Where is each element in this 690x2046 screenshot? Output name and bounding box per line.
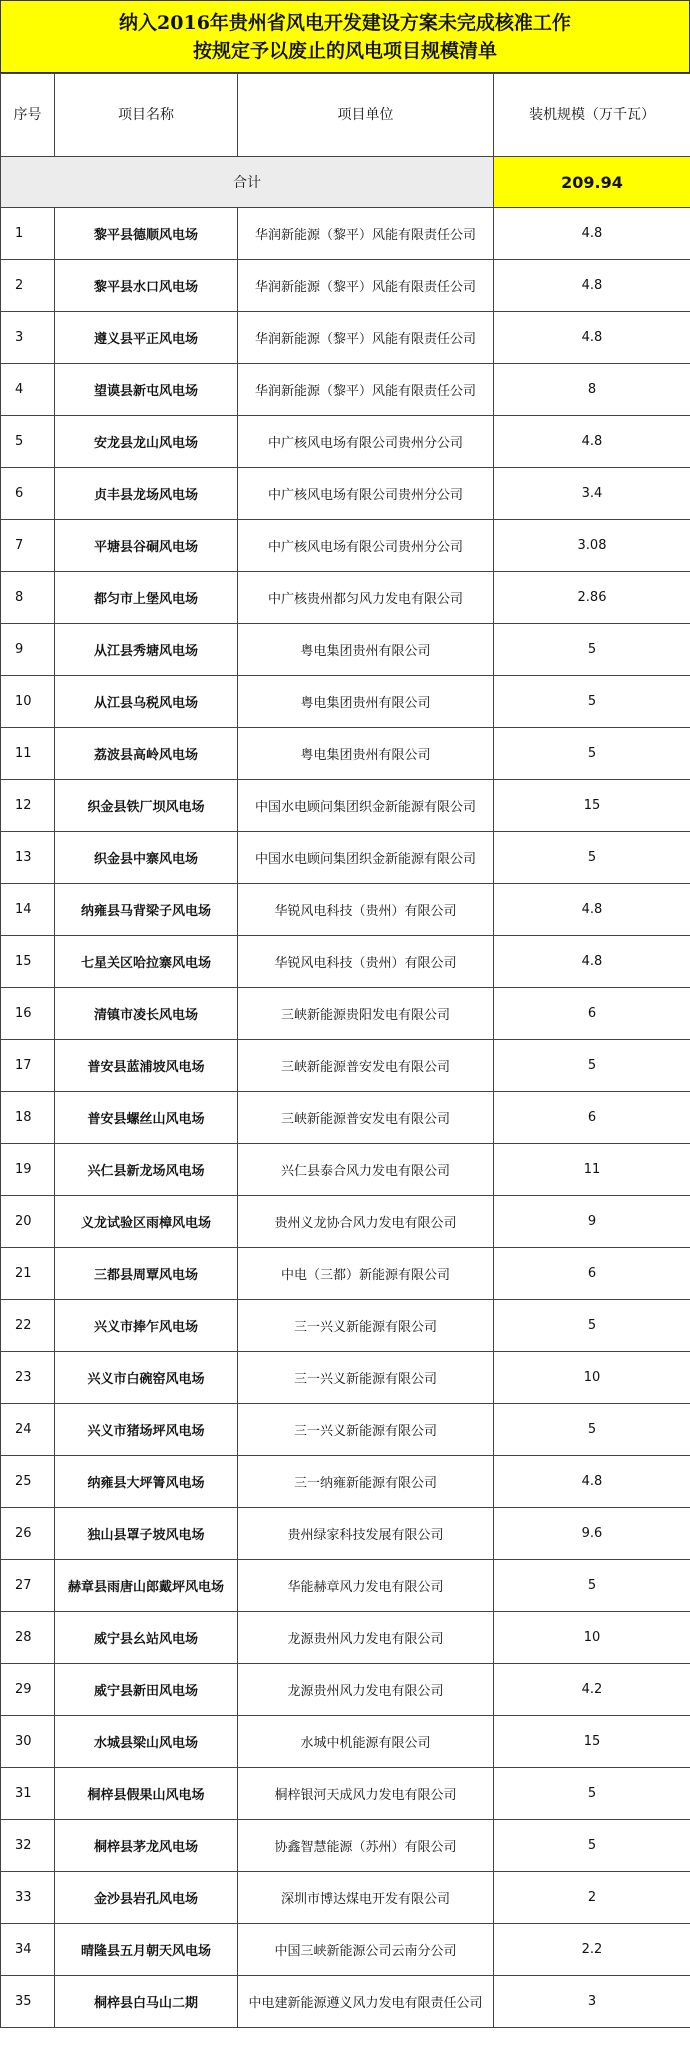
row-capacity: 4.8 [494, 208, 690, 260]
row-project-name: 从江县乌税风电场 [55, 676, 238, 728]
row-project-name: 织金县中寨风电场 [55, 832, 238, 884]
row-project-name: 赫章县雨唐山郎戴坪风电场 [55, 1560, 238, 1612]
row-project-unit: 华润新能源（黎平）风能有限责任公司 [238, 312, 494, 364]
row-project-unit: 华润新能源（黎平）风能有限责任公司 [238, 364, 494, 416]
row-project-name: 兴仁县新龙场风电场 [55, 1144, 238, 1196]
row-index: 9 [1, 624, 55, 676]
row-index: 31 [1, 1768, 55, 1820]
row-project-unit: 华润新能源（黎平）风能有限责任公司 [238, 208, 494, 260]
row-index: 28 [1, 1612, 55, 1664]
row-index: 34 [1, 1924, 55, 1976]
table-row [1, 624, 690, 676]
row-capacity: 3 [494, 1976, 690, 2028]
row-capacity: 6 [494, 1092, 690, 1144]
row-project-unit: 华润新能源（黎平）风能有限责任公司 [238, 260, 494, 312]
row-project-unit: 华能赫章风力发电有限公司 [238, 1560, 494, 1612]
table-row [1, 884, 690, 936]
table-row [1, 936, 690, 988]
document-title [0, 0, 690, 73]
row-capacity: 4.8 [494, 1456, 690, 1508]
row-index: 33 [1, 1872, 55, 1924]
row-project-name: 威宁县新田风电场 [55, 1664, 238, 1716]
row-project-unit: 三一兴义新能源有限公司 [238, 1300, 494, 1352]
row-index: 14 [1, 884, 55, 936]
row-capacity: 15 [494, 1716, 690, 1768]
row-project-name: 纳雍县大坪箐风电场 [55, 1456, 238, 1508]
row-project-name: 从江县秀塘风电场 [55, 624, 238, 676]
table-row [1, 1300, 690, 1352]
row-project-name: 纳雍县马背梁子风电场 [55, 884, 238, 936]
row-project-name: 兴义市捧乍风电场 [55, 1300, 238, 1352]
row-capacity: 4.8 [494, 312, 690, 364]
row-project-unit: 中广核风电场有限公司贵州分公司 [238, 468, 494, 520]
table-row [1, 1664, 690, 1716]
row-project-name: 织金县铁厂坝风电场 [55, 780, 238, 832]
row-index: 11 [1, 728, 55, 780]
header-project-unit: 项目单位 [238, 74, 494, 157]
row-index: 15 [1, 936, 55, 988]
row-capacity: 6 [494, 1248, 690, 1300]
total-value: 209.94 [494, 157, 690, 208]
row-project-unit: 三一纳雍新能源有限公司 [238, 1456, 494, 1508]
table-row [1, 728, 690, 780]
row-capacity: 5 [494, 728, 690, 780]
row-index: 12 [1, 780, 55, 832]
row-project-unit: 粤电集团贵州有限公司 [238, 728, 494, 780]
row-project-unit: 中国水电顾问集团织金新能源有限公司 [238, 780, 494, 832]
title-line-1: 纳入2016年贵州省风电开发建设方案未完成核准工作 [119, 11, 571, 34]
title-line-2: 按规定予以废止的风电项目规模清单 [192, 39, 497, 62]
header-project-name: 项目名称 [55, 74, 238, 157]
row-project-unit: 桐梓银河天成风力发电有限公司 [238, 1768, 494, 1820]
total-label: 合计 [1, 157, 494, 208]
row-project-name: 七星关区哈拉寨风电场 [55, 936, 238, 988]
row-capacity: 11 [494, 1144, 690, 1196]
row-project-name: 荔波县高岭风电场 [55, 728, 238, 780]
row-capacity: 5 [494, 1768, 690, 1820]
row-project-unit: 龙源贵州风力发电有限公司 [238, 1612, 494, 1664]
row-project-unit: 深圳市博达煤电开发有限公司 [238, 1872, 494, 1924]
row-project-name: 安龙县龙山风电场 [55, 416, 238, 468]
table-row [1, 260, 690, 312]
table-row [1, 1560, 690, 1612]
row-capacity: 4.8 [494, 260, 690, 312]
row-project-unit: 中国水电顾问集团织金新能源有限公司 [238, 832, 494, 884]
row-index: 17 [1, 1040, 55, 1092]
row-project-unit: 粤电集团贵州有限公司 [238, 676, 494, 728]
table-row [1, 988, 690, 1040]
row-project-unit: 三峡新能源普安发电有限公司 [238, 1092, 494, 1144]
row-index: 5 [1, 416, 55, 468]
table-row [1, 1404, 690, 1456]
row-index: 13 [1, 832, 55, 884]
row-project-name: 金沙县岩孔风电场 [55, 1872, 238, 1924]
row-capacity: 5 [494, 624, 690, 676]
row-index: 2 [1, 260, 55, 312]
row-project-name: 遵义县平正风电场 [55, 312, 238, 364]
table-row [1, 1820, 690, 1872]
row-project-name: 清镇市凌长风电场 [55, 988, 238, 1040]
table-row [1, 1872, 690, 1924]
row-project-name: 兴义市猪场坪风电场 [55, 1404, 238, 1456]
row-capacity: 4.8 [494, 884, 690, 936]
row-project-unit: 三一兴义新能源有限公司 [238, 1404, 494, 1456]
row-project-unit: 中电（三都）新能源有限公司 [238, 1248, 494, 1300]
row-project-name: 兴义市白碗窑风电场 [55, 1352, 238, 1404]
row-capacity: 8 [494, 364, 690, 416]
row-project-name: 都匀市上堡风电场 [55, 572, 238, 624]
row-project-unit: 龙源贵州风力发电有限公司 [238, 1664, 494, 1716]
row-index: 3 [1, 312, 55, 364]
table-row [1, 1456, 690, 1508]
row-index: 26 [1, 1508, 55, 1560]
table-row [1, 1092, 690, 1144]
row-project-name: 三都县周覃风电场 [55, 1248, 238, 1300]
row-capacity: 5 [494, 676, 690, 728]
row-capacity: 4.8 [494, 416, 690, 468]
row-capacity: 9 [494, 1196, 690, 1248]
row-index: 7 [1, 520, 55, 572]
row-project-unit: 中广核风电场有限公司贵州分公司 [238, 416, 494, 468]
row-project-name: 桐梓县茅龙风电场 [55, 1820, 238, 1872]
row-project-unit: 水城中机能源有限公司 [238, 1716, 494, 1768]
table-row [1, 1976, 690, 2028]
row-index: 27 [1, 1560, 55, 1612]
row-project-unit: 华锐风电科技（贵州）有限公司 [238, 936, 494, 988]
header-capacity: 装机规模（万千瓦） [494, 74, 690, 157]
row-index: 18 [1, 1092, 55, 1144]
row-index: 10 [1, 676, 55, 728]
row-index: 1 [1, 208, 55, 260]
row-capacity: 5 [494, 1404, 690, 1456]
table-row [1, 1196, 690, 1248]
table-row [1, 364, 690, 416]
table-row [1, 780, 690, 832]
row-index: 30 [1, 1716, 55, 1768]
row-project-unit: 粤电集团贵州有限公司 [238, 624, 494, 676]
table-row [1, 416, 690, 468]
row-project-name: 黎平县德顺风电场 [55, 208, 238, 260]
row-capacity: 5 [494, 1560, 690, 1612]
row-capacity: 9.6 [494, 1508, 690, 1560]
row-project-unit: 三一兴义新能源有限公司 [238, 1352, 494, 1404]
row-project-unit: 中电建新能源遵义风力发电有限责任公司 [238, 1976, 494, 2028]
row-capacity: 5 [494, 1040, 690, 1092]
row-capacity: 6 [494, 988, 690, 1040]
row-index: 24 [1, 1404, 55, 1456]
table-row [1, 208, 690, 260]
row-capacity: 2 [494, 1872, 690, 1924]
table-row [1, 312, 690, 364]
row-project-unit: 兴仁县泰合风力发电有限公司 [238, 1144, 494, 1196]
row-capacity: 5 [494, 1820, 690, 1872]
row-capacity: 5 [494, 1300, 690, 1352]
row-capacity: 3.08 [494, 520, 690, 572]
row-index: 22 [1, 1300, 55, 1352]
row-project-name: 普安县蓝浦坡风电场 [55, 1040, 238, 1092]
table-row [1, 1144, 690, 1196]
row-index: 20 [1, 1196, 55, 1248]
row-capacity: 5 [494, 832, 690, 884]
table-row [1, 468, 690, 520]
table-row [1, 832, 690, 884]
row-index: 21 [1, 1248, 55, 1300]
row-project-unit: 中广核风电场有限公司贵州分公司 [238, 520, 494, 572]
row-index: 19 [1, 1144, 55, 1196]
row-capacity: 15 [494, 780, 690, 832]
header-row [1, 74, 690, 157]
row-project-name: 望谟县新屯风电场 [55, 364, 238, 416]
row-index: 16 [1, 988, 55, 1040]
row-project-name: 晴隆县五月朝天风电场 [55, 1924, 238, 1976]
row-project-name: 义龙试验区雨樟风电场 [55, 1196, 238, 1248]
row-capacity: 10 [494, 1612, 690, 1664]
row-project-name: 水城县梁山风电场 [55, 1716, 238, 1768]
table-row [1, 1768, 690, 1820]
row-project-unit: 华锐风电科技（贵州）有限公司 [238, 884, 494, 936]
row-project-name: 独山县罩子坡风电场 [55, 1508, 238, 1560]
row-project-unit: 三峡新能源贵阳发电有限公司 [238, 988, 494, 1040]
row-index: 8 [1, 572, 55, 624]
row-index: 32 [1, 1820, 55, 1872]
row-project-unit: 中国三峡新能源公司云南分公司 [238, 1924, 494, 1976]
row-project-unit: 中广核贵州都匀风力发电有限公司 [238, 572, 494, 624]
project-table [0, 73, 690, 2028]
row-capacity: 4.8 [494, 936, 690, 988]
row-capacity: 3.4 [494, 468, 690, 520]
row-capacity: 2.2 [494, 1924, 690, 1976]
header-index: 序号 [1, 74, 55, 157]
table-row [1, 1508, 690, 1560]
row-project-unit: 三峡新能源普安发电有限公司 [238, 1040, 494, 1092]
row-project-name: 桐梓县假果山风电场 [55, 1768, 238, 1820]
table-row [1, 572, 690, 624]
row-project-name: 威宁县幺站风电场 [55, 1612, 238, 1664]
row-project-name: 黎平县水口风电场 [55, 260, 238, 312]
table-row [1, 676, 690, 728]
row-index: 23 [1, 1352, 55, 1404]
row-project-name: 平塘县谷硐风电场 [55, 520, 238, 572]
row-project-unit: 贵州义龙协合风力发电有限公司 [238, 1196, 494, 1248]
table-row [1, 1612, 690, 1664]
row-capacity: 2.86 [494, 572, 690, 624]
row-project-name: 贞丰县龙场风电场 [55, 468, 238, 520]
row-index: 4 [1, 364, 55, 416]
table-row [1, 1716, 690, 1768]
table-row [1, 1352, 690, 1404]
row-project-name: 桐梓县白马山二期 [55, 1976, 238, 2028]
row-project-unit: 协鑫智慧能源（苏州）有限公司 [238, 1820, 494, 1872]
row-index: 6 [1, 468, 55, 520]
table-row [1, 1924, 690, 1976]
row-index: 29 [1, 1664, 55, 1716]
row-capacity: 4.2 [494, 1664, 690, 1716]
row-index: 35 [1, 1976, 55, 2028]
row-project-name: 普安县螺丝山风电场 [55, 1092, 238, 1144]
table-row [1, 1248, 690, 1300]
table-row [1, 1040, 690, 1092]
row-project-unit: 贵州绿家科技发展有限公司 [238, 1508, 494, 1560]
row-index: 25 [1, 1456, 55, 1508]
table-row [1, 520, 690, 572]
total-row [1, 157, 690, 208]
row-capacity: 10 [494, 1352, 690, 1404]
